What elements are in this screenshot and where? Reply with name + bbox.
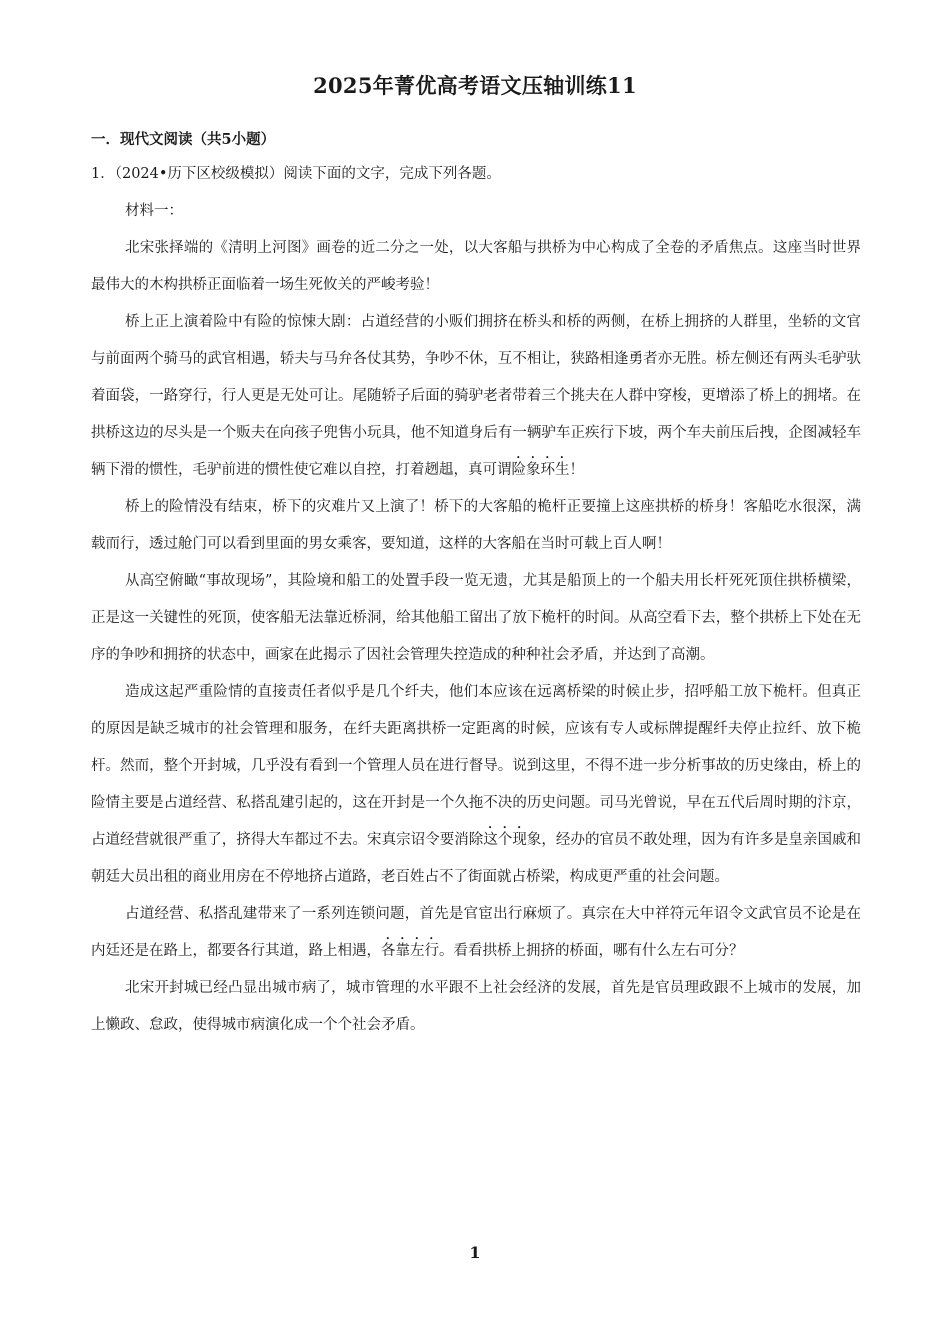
paragraph: 北宋开封城已经凸显出城市病了，城市管理的水平跟不上社会经济的发展，首先是官员理政跟不上城市的发展，加上懒政、怠政，使得城市病演化成一个个社会矛盾。 [91,980,861,1033]
paragraph [91,896,861,970]
page-number: 1 [469,1243,481,1262]
question-stem: 1．（2024•历下区校级模拟）阅读下面的文字，完成下列各题。 [91,166,501,182]
page-title: 2025年菁优高考语文压轴训练11 [313,73,637,98]
text-run: 桥上正上演着险中有险的惊悚大剧：占道经营的小贩们拥挤在桥头和桥的两侧，在桥上拥挤的人群里，坐轿的文官与前面两个骑马的武官相遇，轿夫与马弁各仗其势，争吵不休，互不相让，狭路相逢勇者亦无胜。桥左侧还有两头毛驴驮着面袋，一路穿行，行人更是无处可让。尾随轿子后面的骑驴老者带着三个挑夫在人群中穿梭，更增添了桥上的拥堵。在拱桥这边的尽头是一个贩夫在向孩子兜售小玩具，他不知道身后有一辆驴车正疾行下坡，两个车夫前压后拽，企图减轻车辆下滑的惯性，毛驴前进的惯性使它难以自控，打着趔趄，真可谓 [91,314,861,478]
emphasis-text: 各靠左行 [381,943,439,959]
paragraph [91,304,861,489]
material-label: 材料一： [125,203,183,219]
text-run: ！ [569,462,584,478]
paragraph: 桥上的险情没有结束，桥下的灾难片又上演了！桥下的大客船的桅杆正要撞上这座拱桥的桥身！客船吃水很深，满载而行，透过舱门可以看到里面的男女乘客，要知道，这样的大客船在当时可载上百人啊！ [91,499,861,552]
paragraph: 北宋张择端的《清明上河图》画卷的近二分之一处，以大客船与拱桥为中心构成了全卷的矛盾焦点。这座当时世界最伟大的木构拱桥正面临着一场生死攸关的严峻考验！ [91,240,861,293]
emphasis-text: 这个现 [483,832,527,848]
text-run: 。看看拱桥上拥挤的桥面，哪有什么左右可分？ [439,943,744,959]
section-heading: 一．现代文阅读（共5小题） [91,131,276,148]
paragraph: 从高空俯瞰“事故现场”，其险境和船工的处置手段一览无遗，尤其是船顶上的一个船夫用长杆死死顶住拱桥横梁，正是这一关键性的死顶，使客船无法靠近桥洞，给其他船工留出了放下桅杆的时间。从高空看下去，整个拱桥上下处在无序的争吵和拥挤的状态中，画家在此揭示了因社会管理失控造成的种种社会矛盾，并达到了高潮。 [91,573,861,663]
paragraph [91,674,861,896]
text-run: 占道经营、私搭乱建带来了一系列连锁问题，首先是官宦出行麻烦了。真宗在大中祥符元年诏令文武官员不论是在内廷还是在路上，都要各行其道，路上相遇， [91,906,861,959]
text-run: 造成这起严重险情的直接责任者似乎是几个纤夫，他们本应该在远离桥梁的时候止步，招呼船工放下桅杆。但真正的原因是缺乏城市的社会管理和服务，在纤夫距离拱桥一定距离的时候，应该有专人或标牌提醒纤夫停止拉纤、放下桅杆。然而，整个开封城，几乎没有看到一个管理人员在进行督导。说到这里，不得不进一步分析事故的历史缘由，桥上的险情主要是占道经营、私搭乱建引起的，这在开封是一个久拖不决的历史问题。司马光曾说，早在五代后周时期的汴京，占道经营就很严重了，挤得大车都过不去。宋真宗诏令要消除 [91,684,861,848]
reading-passage [91,230,861,1044]
emphasis-text: 险象环生 [511,462,570,478]
text-run: 象，经办的官员不敢处理，因为有许多是皇亲国戚和朝廷大员出租的商业用房在不停地挤占道路，老百姓占不了街面就占桥梁，构成更严重的社会问题。 [91,832,862,885]
